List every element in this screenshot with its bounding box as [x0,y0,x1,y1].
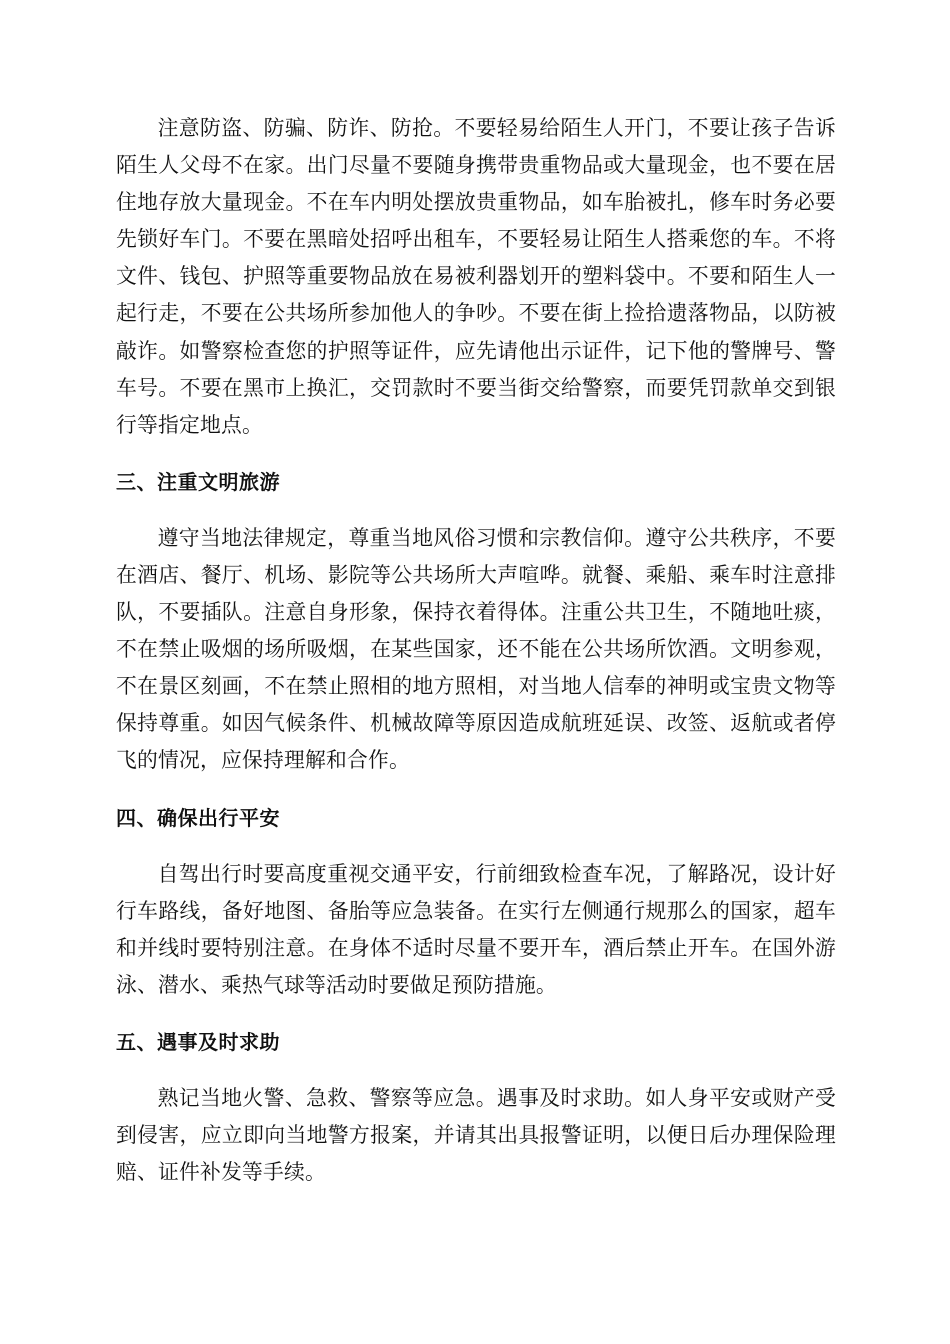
document-page [116,110,836,1191]
paragraph-travel-safety: 自驾出行时要高度重视交通平安，行前细致检查车况，了解路况，设计好行车路线，备好地图、备胎等应急装备。在实行左侧通行规那么的国家，超车和并线时要特别注意。在身体不适时尽量不要开车，酒后禁止开车。在国外游泳、潜水、乘热气球等活动时要做足预防措施。 [116,861,836,997]
paragraph-civilized-travel: 遵守当地法律规定，尊重当地风俗习惯和宗教信仰。遵守公共秩序，不要在酒店、餐厅、机场、影院等公共场所大声喧哗。就餐、乘船、乘车时注意排队，不要插队。注意自身形象，保持衣着得体。注重公共卫生，不随地吐痰，不在禁止吸烟的场所吸烟，在某些国家，还不能在公共场所饮酒。文明参观，不在景区刻画，不在禁止照相的地方照相，对当地人信奉的神明或宝贵文物等保持尊重。如因气候条件、机械故障等原因造成航班延误、改签、返航或者停飞的情况，应保持理解和合作。 [116,525,836,773]
heading-seek-help: 五、遇事及时求助 [116,1029,280,1054]
heading-travel-safety: 四、确保出行平安 [116,805,280,830]
paragraph-safety-precautions: 注意防盗、防骗、防诈、防抢。不要轻易给陌生人开门，不要让孩子告诉陌生人父母不在家。出门尽量不要随身携带贵重物品或大量现金，也不要在居住地存放大量现金。不在车内明处摆放贵重物品，如车胎被扎，修车时务必要先锁好车门。不要在黑暗处招呼出租车，不要轻易让陌生人搭乘您的车。不将文件、钱包、护照等重要物品放在易被利器划开的塑料袋中。不要和陌生人一起行走，不要在公共场所参加他人的争吵。不要在街上捡拾遗落物品，以防被敲诈。如警察检查您的护照等证件，应先请他出示证件，记下他的警牌号、警车号。不要在黑市上换汇，交罚款时不要当街交给警察，而要凭罚款单交到银行等指定地点。 [116,116,836,437]
paragraph-seek-help: 熟记当地火警、急救、警察等应急。遇事及时求助。如人身平安或财产受到侵害，应立即向当地警方报案，并请其出具报警证明，以便日后办理保险理赔、证件补发等手续。 [116,1085,836,1185]
heading-civilized-travel: 三、注重文明旅游 [116,469,280,494]
